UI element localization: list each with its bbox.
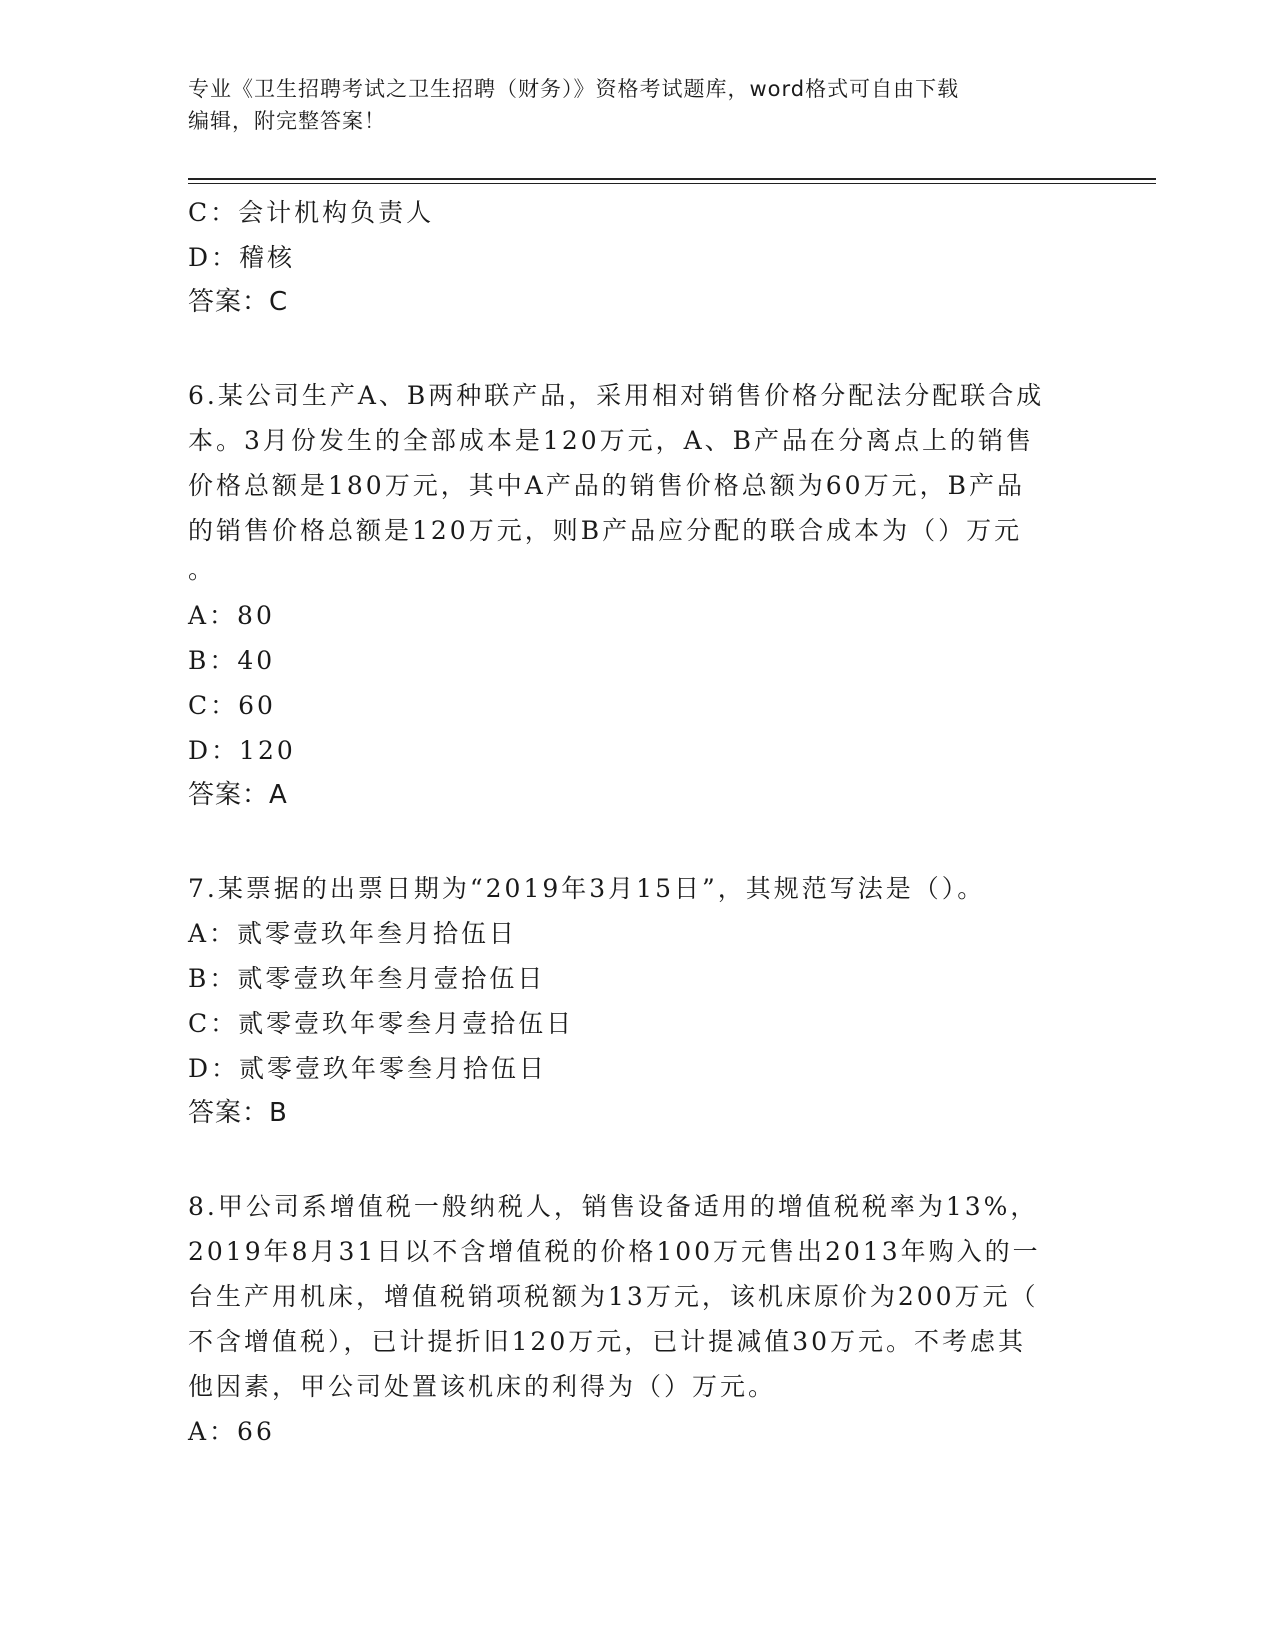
question-text-line: 的销售价格总额是120万元，则B产品应分配的联合成本为（）万元 <box>188 516 1023 545</box>
option-c: C：贰零壹玖年零叁月壹拾伍日 <box>188 1009 575 1038</box>
header-rule-thin <box>188 183 1156 184</box>
header-rule-thick <box>188 178 1156 180</box>
prev-question <box>188 190 1088 325</box>
option-a: A：贰零壹玖年叁月拾伍日 <box>188 919 518 948</box>
question-8 <box>188 1184 1088 1454</box>
question-text-line: 8.甲公司系增值税一般纳税人，销售设备适用的增值税税率为13%， <box>188 1192 1039 1221</box>
document-header <box>188 73 1068 137</box>
option-c: C：会计机构负责人 <box>188 198 435 227</box>
option-a: A：66 <box>188 1417 275 1446</box>
question-text-line: 7.某票据的出票日期为“2019年3月15日”，其规范写法是（）。 <box>188 874 986 903</box>
answer-line: 答案：C <box>188 287 289 317</box>
answer-line: 答案：A <box>188 780 288 810</box>
question-text-line: 他因素，甲公司处置该机床的利得为（）万元。 <box>188 1372 777 1401</box>
option-a: A：80 <box>188 601 275 630</box>
option-d: D：120 <box>188 736 296 765</box>
document-body <box>188 190 1088 1454</box>
question-text-line: 2019年8月31日以不含增值税的价格100万元售出2013年购入的一 <box>188 1237 1041 1266</box>
option-d: D：贰零壹玖年零叁月拾伍日 <box>188 1054 548 1083</box>
header-line-2: 编辑，附完整答案！ <box>188 109 386 133</box>
answer-line: 答案：B <box>188 1098 288 1128</box>
question-text-line: 本。3月份发生的全部成本是120万元，A、B产品在分离点上的销售 <box>188 426 1035 455</box>
option-b: B：40 <box>188 646 276 675</box>
option-d: D：稽核 <box>188 243 296 272</box>
question-text-line: 6.某公司生产A、B两种联产品，采用相对销售价格分配法分配联合成 <box>188 381 1045 410</box>
question-text-line: 。 <box>188 555 217 584</box>
question-6 <box>188 373 1088 818</box>
question-text-line: 价格总额是180万元，其中A产品的销售价格总额为60万元，B产品 <box>188 471 1025 500</box>
header-line-1: 专业《卫生招聘考试之卫生招聘（财务）》资格考试题库，word格式可自由下载 <box>188 77 960 101</box>
question-text-line: 不含增值税），已计提折旧120万元，已计提减值30万元。不考虑其 <box>188 1327 1027 1356</box>
option-c: C：60 <box>188 691 276 720</box>
question-7 <box>188 866 1088 1136</box>
option-b: B：贰零壹玖年叁月壹拾伍日 <box>188 964 546 993</box>
question-text-line: 台生产用机床，增值税销项税额为13万元，该机床原价为200万元（ <box>188 1282 1039 1311</box>
